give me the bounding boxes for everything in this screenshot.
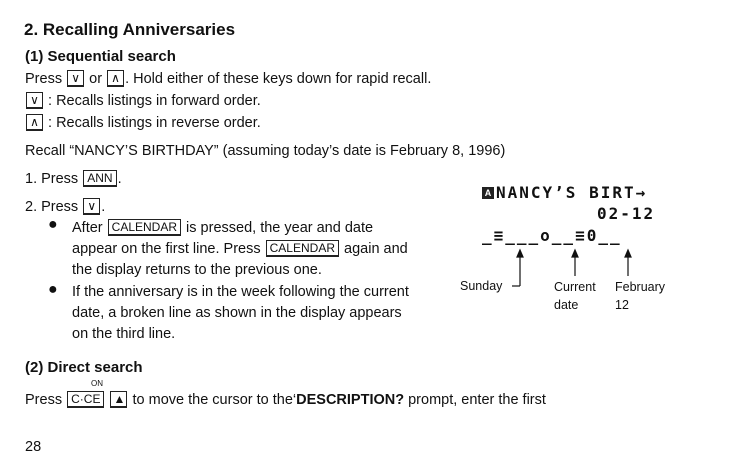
lcd-line-1 xyxy=(482,183,647,202)
calendar-key: CALENDAR xyxy=(108,219,181,236)
press-word: Press xyxy=(25,71,63,87)
step-1: 1. Press ANN . xyxy=(25,171,122,187)
bullet-icon: ● xyxy=(48,216,58,233)
up-triangle-key-icon: ▲ xyxy=(110,391,127,408)
bullet-2-line-2: date, a broken line as shown in the display appears xyxy=(72,305,402,321)
label-date: date xyxy=(554,298,579,312)
label-february: February xyxy=(615,280,666,294)
step-1-prefix: 1. Press xyxy=(25,171,79,187)
down-desc-line xyxy=(25,92,261,109)
down-desc: : Recalls listings in forward order. xyxy=(48,93,261,109)
step-2-prefix: 2. Press xyxy=(25,199,79,215)
bullet-2-line-3: on the third line. xyxy=(72,326,176,342)
bullet-1-after: After xyxy=(72,220,103,236)
down-key-icon: ∨ xyxy=(26,92,43,109)
bullet-1-line-2b: again and xyxy=(344,241,408,257)
description-prompt: DESCRIPTION? xyxy=(296,392,405,408)
label-12: 12 xyxy=(615,298,629,312)
or-word: or xyxy=(89,71,103,87)
calendar-key: CALENDAR xyxy=(266,240,339,257)
bullet-2-line-1: If the anniversary is in the week following the current xyxy=(72,284,409,300)
up-desc-line xyxy=(25,114,261,131)
bullet-1-line-1 xyxy=(72,219,373,236)
direct-heading: (2) Direct search xyxy=(25,359,143,376)
lcd-line-2: 02-12 xyxy=(597,204,656,223)
direct-rest-b: prompt, enter the first xyxy=(404,392,546,408)
on-label: ON xyxy=(91,379,103,388)
sequential-heading: (1) Sequential search xyxy=(25,48,176,65)
lcd-line-1-text: NANCY’S BIRT→ xyxy=(496,183,648,202)
lcd-line-3: _≡___o__≡0__ xyxy=(482,226,622,245)
ann-key: ANN xyxy=(83,170,116,187)
bullet-1-line-2a: appear on the first line. Press xyxy=(72,241,261,257)
bullet-1-line-3: the display returns to the previous one. xyxy=(72,262,322,278)
page-number: 28 xyxy=(25,439,42,455)
direct-press-word: Press xyxy=(25,392,63,408)
bullet-1-line-2 xyxy=(72,240,408,257)
anniversary-indicator-icon: A xyxy=(482,187,494,199)
up-key-icon: ∧ xyxy=(107,70,124,87)
label-sunday: Sunday xyxy=(460,279,503,293)
instruction-text: . Hold either of these keys down for rapid recall. xyxy=(125,71,432,87)
direct-rest-a: to move the cursor to the‘ xyxy=(132,392,297,408)
down-key-icon: ∨ xyxy=(67,70,84,87)
down-key-icon: ∨ xyxy=(83,198,100,215)
cce-key: C·CE xyxy=(67,391,104,408)
direct-line xyxy=(25,391,546,408)
bullet-1-rest: is pressed, the year and date xyxy=(186,220,374,236)
section-title: 2. Recalling Anniversaries xyxy=(24,20,236,39)
recall-text: Recall “NANCY’S BIRTHDAY” (assuming today’s date is February 8, 1996) xyxy=(25,143,506,159)
press-keys-line xyxy=(25,70,431,87)
up-key-icon: ∧ xyxy=(26,114,43,131)
bullet-icon: ● xyxy=(48,281,58,298)
up-desc: : Recalls listings in reverse order. xyxy=(48,115,261,131)
label-current: Current xyxy=(554,280,596,294)
step-2: 2. Press ∨ . xyxy=(25,199,106,215)
